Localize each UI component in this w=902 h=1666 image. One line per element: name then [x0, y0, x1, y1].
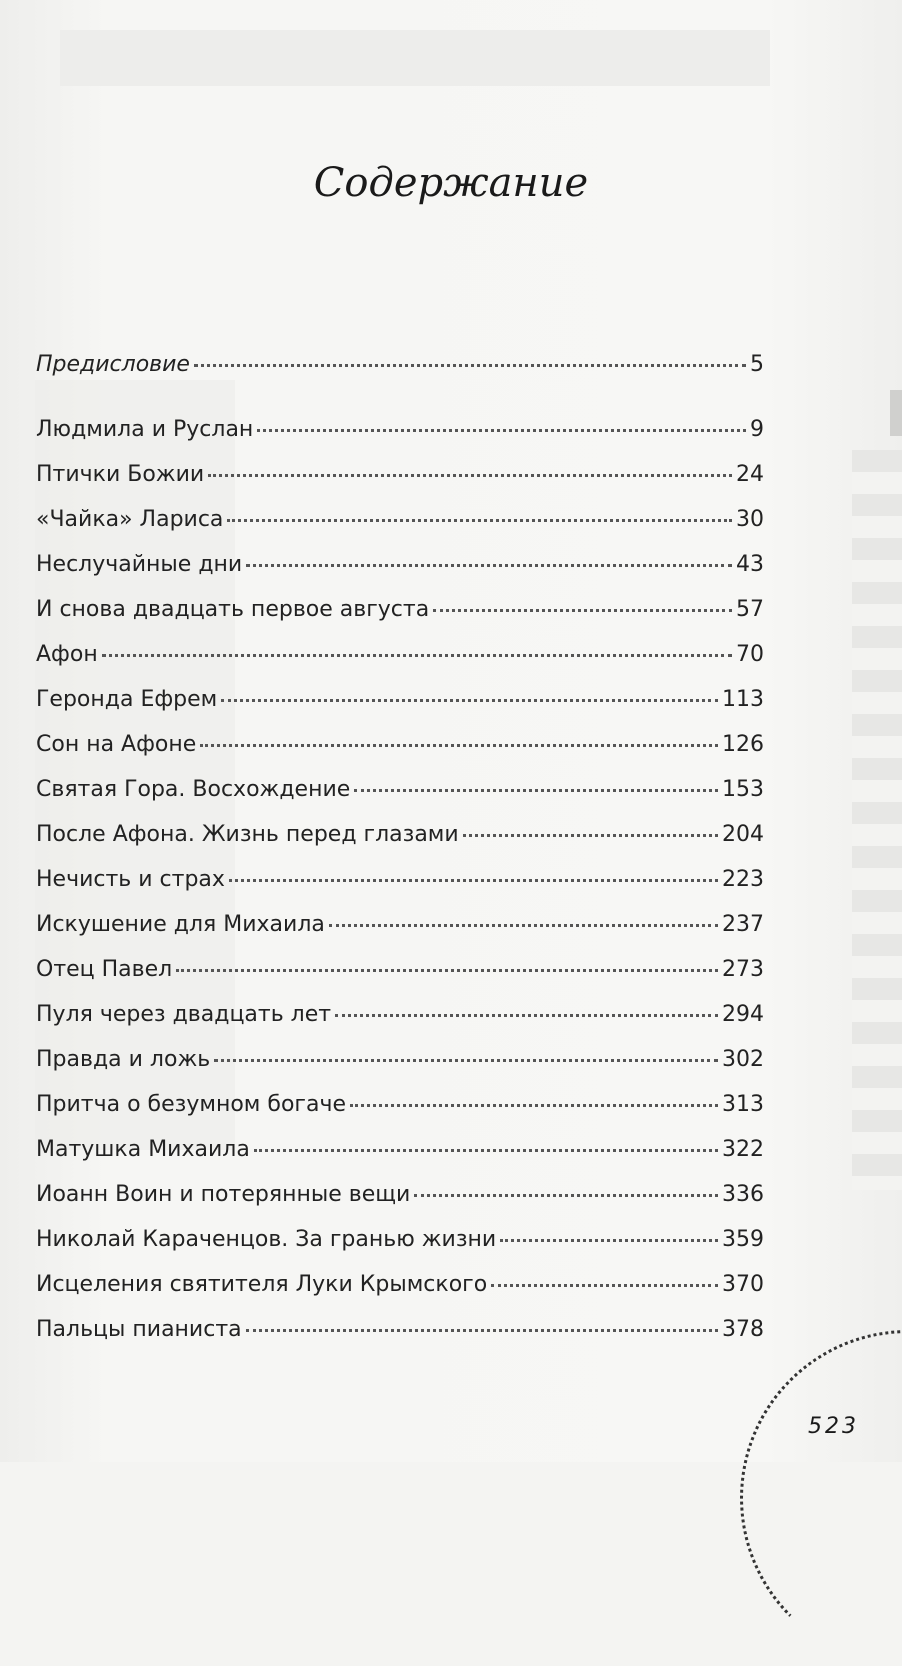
toc-entry-page: 30: [736, 507, 764, 532]
toc-entry-page: 273: [722, 957, 764, 982]
toc-entry[interactable]: [36, 1047, 764, 1092]
toc-entry-page: 223: [722, 867, 764, 892]
toc-entry-page: 336: [722, 1182, 764, 1207]
toc-entry-title: Матушка Михаила: [36, 1137, 250, 1162]
toc-entry[interactable]: [36, 597, 764, 642]
toc-entry-page: 9: [750, 417, 764, 442]
toc-leader-dots: [491, 1284, 718, 1287]
toc-entry-page: 237: [722, 912, 764, 937]
decorative-dotted-arc: [740, 1330, 902, 1666]
toc-entry-page: 294: [722, 1002, 764, 1027]
toc-entry-title: «Чайка» Лариса: [36, 507, 224, 532]
toc-leader-dots: [350, 1104, 718, 1107]
toc-entry-title: Сон на Афоне: [36, 732, 197, 757]
toc-leader-dots: [214, 1059, 718, 1062]
toc-leader-dots: [229, 879, 718, 882]
toc-leader-dots: [500, 1239, 718, 1242]
toc-leader-dots: [227, 519, 732, 522]
toc-entry-page: 5: [750, 352, 764, 377]
toc-entry-title: Неслучайные дни: [36, 552, 243, 577]
toc-entry[interactable]: [36, 732, 764, 777]
toc-leader-dots: [102, 654, 732, 657]
toc-entry-page: 313: [722, 1092, 764, 1117]
toc-entry[interactable]: [36, 1137, 764, 1182]
toc-leader-dots: [176, 969, 718, 972]
toc-entry-page: 359: [722, 1227, 764, 1252]
toc-leader-dots: [463, 834, 718, 837]
toc-entry-page: 126: [722, 732, 764, 757]
page-edge-tab: [890, 390, 902, 436]
toc-entry-page: 70: [736, 642, 764, 667]
toc-leader-dots: [246, 1329, 718, 1332]
table-of-contents: [36, 352, 764, 1362]
toc-entry-title: Исцеления святителя Луки Крымского: [36, 1272, 488, 1297]
toc-entry-title: Птички Божии: [36, 462, 205, 487]
toc-entry[interactable]: [36, 1182, 764, 1227]
toc-entry[interactable]: [36, 912, 764, 957]
toc-entry-title: Искушение для Михаила: [36, 912, 325, 937]
toc-entry-title: Нечисть и страх: [36, 867, 225, 892]
toc-entry[interactable]: [36, 1092, 764, 1137]
toc-entry-title: Пальцы пианиста: [36, 1317, 242, 1342]
toc-entry-title: Правда и ложь: [36, 1047, 211, 1072]
toc-entry[interactable]: [36, 417, 764, 462]
toc-entry[interactable]: [36, 552, 764, 597]
toc-entry[interactable]: [36, 507, 764, 552]
toc-entry-page: 322: [722, 1137, 764, 1162]
page-number: 523: [808, 1414, 859, 1439]
toc-leader-dots: [221, 699, 718, 702]
toc-leader-dots: [354, 789, 718, 792]
page-edge-lines: [852, 450, 902, 1190]
toc-leader-dots: [335, 1014, 718, 1017]
toc-entry[interactable]: [36, 1317, 764, 1362]
toc-leader-dots: [254, 1149, 718, 1152]
toc-entry-page: 204: [722, 822, 764, 847]
toc-entry-title: Людмила и Руслан: [36, 417, 254, 442]
bleed-through-header: [60, 30, 770, 86]
toc-leader-dots: [194, 364, 746, 367]
toc-entry[interactable]: [36, 352, 764, 397]
toc-entry[interactable]: [36, 642, 764, 687]
toc-entry-title: Святая Гора. Восхождение: [36, 777, 351, 802]
toc-leader-dots: [433, 609, 732, 612]
toc-entry-page: 113: [722, 687, 764, 712]
toc-entry[interactable]: [36, 1272, 764, 1317]
toc-entry-page: 43: [736, 552, 764, 577]
toc-entry[interactable]: [36, 462, 764, 507]
toc-entry-page: 370: [722, 1272, 764, 1297]
toc-entry[interactable]: [36, 1227, 764, 1272]
toc-entry-title: Отец Павел: [36, 957, 173, 982]
toc-entry-title: После Афона. Жизнь перед глазами: [36, 822, 459, 847]
toc-entry-title: И снова двадцать первое августа: [36, 597, 430, 622]
toc-entry-page: 153: [722, 777, 764, 802]
toc-entry-page: 24: [736, 462, 764, 487]
toc-leader-dots: [246, 564, 732, 567]
toc-entry-page: 378: [722, 1317, 764, 1342]
toc-entry[interactable]: [36, 1002, 764, 1047]
toc-leader-dots: [208, 474, 732, 477]
toc-entry[interactable]: [36, 867, 764, 912]
toc-entry[interactable]: [36, 957, 764, 1002]
page-title: Содержание: [313, 160, 589, 206]
toc-leader-dots: [414, 1194, 718, 1197]
toc-entry-title: Предисловие: [36, 352, 190, 377]
toc-leader-dots: [329, 924, 718, 927]
toc-entry[interactable]: [36, 822, 764, 867]
toc-leader-dots: [200, 744, 718, 747]
toc-entry-title: Афон: [36, 642, 98, 667]
toc-entry[interactable]: [36, 687, 764, 732]
toc-leader-dots: [257, 429, 746, 432]
toc-entry-page: 57: [736, 597, 764, 622]
toc-entry-title: Геронда Ефрем: [36, 687, 218, 712]
toc-entry[interactable]: [36, 777, 764, 822]
toc-entry-title: Пуля через двадцать лет: [36, 1002, 332, 1027]
toc-entry-page: 302: [722, 1047, 764, 1072]
toc-entry-title: Николай Караченцов. За гранью жизни: [36, 1227, 497, 1252]
toc-entry-title: Притча о безумном богаче: [36, 1092, 346, 1117]
toc-entry-title: Иоанн Воин и потерянные вещи: [36, 1182, 411, 1207]
